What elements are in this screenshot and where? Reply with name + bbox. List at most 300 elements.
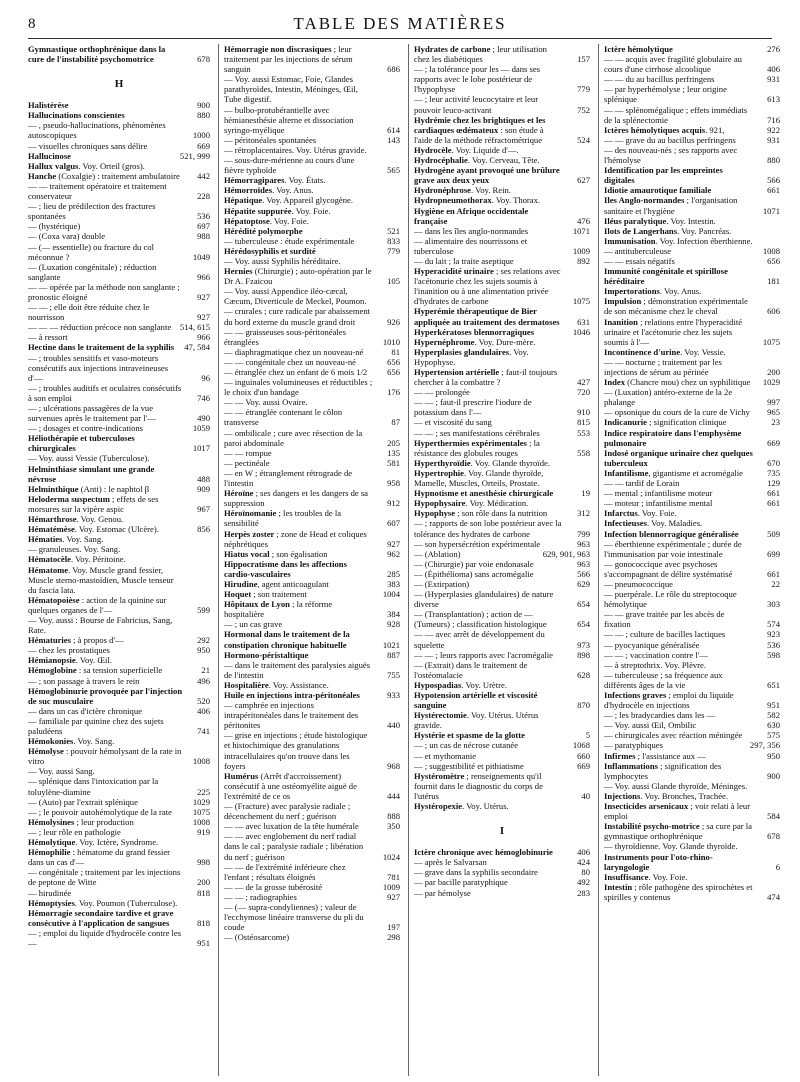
index-entry [28, 807, 210, 817]
entry-text: — ; rapports de son lobe postérieur avec la tolérance des hydrates de carbone [414, 518, 562, 539]
entry-text: Hectine dans le traitement de la syphilis [28, 342, 175, 353]
index-entry [414, 518, 590, 538]
entry-text: Hépatique. Voy. Appareil glycogène. [224, 195, 353, 206]
entry-page: 923 [767, 629, 780, 640]
index-entry [604, 559, 780, 579]
entry-text: — (— supra-condyliennes) ; valeur de l'ecchymose linéaire transverse du pli du coude [224, 901, 364, 933]
entry-text: Hippocratisme dans les affections cardio-vasculaires [224, 558, 347, 579]
index-entry [604, 195, 780, 215]
entry-text: Hémoglobine : sa tension superficielle [28, 665, 163, 676]
entry-text: — — — réduction précoce non sanglante [28, 322, 172, 333]
entry-text: — pectinéale [224, 457, 270, 468]
entry-text: Hormono-péristaltique [224, 649, 309, 660]
entry-text: — (Chirurgie) par voie endonasale [414, 558, 534, 569]
entry-text: — son hypersécrétion expérimentale [414, 538, 541, 549]
entry-page: 6 [775, 861, 780, 872]
entry-page: 406 [767, 64, 780, 75]
entry-text: Infirmes ; l'assistance aux — [604, 750, 706, 761]
index-entry [414, 857, 590, 867]
index-entry [224, 508, 400, 528]
index-entry [224, 629, 400, 649]
index-entry [604, 347, 780, 357]
entry-text: — (Épithélioma) sans acromégalie [414, 568, 534, 579]
entry-page: 285 [387, 568, 400, 579]
entry-text: Identification par les empreintes digitales [604, 165, 723, 186]
index-entry [414, 155, 590, 165]
entry-text: — — opérée par la méthode non sanglante ; pronostic éloigné [28, 281, 180, 302]
index-entry [28, 302, 210, 322]
entry-page: 81 [391, 346, 400, 357]
index-entry [28, 262, 210, 282]
entry-text: Ictère chronique avec hémoglobinurie [414, 847, 553, 858]
index-entry [28, 888, 210, 898]
entry-text: — ; un cas de nécrose cutanée [414, 740, 519, 751]
entry-page: 607 [387, 518, 400, 529]
entry-page: 697 [197, 221, 210, 232]
entry-text: — tuberculeuse ; sa fréquence aux différents âges de la vie [604, 669, 723, 690]
entry-text: Incontinence d'urine. Voy. Vessie. [604, 346, 726, 357]
index-entry [604, 145, 780, 165]
entry-page: 927 [197, 291, 210, 302]
entry-text: — ; suggestibilité et pithiatisme [414, 760, 524, 771]
section-letter: I [499, 825, 505, 838]
entry-page: 630 [767, 720, 780, 731]
entry-text: — splénique dans l'intoxication par la toluylène-diamine [28, 776, 159, 797]
index-entry [604, 710, 780, 720]
index-entry [224, 105, 400, 135]
index-entry [604, 44, 780, 54]
entry-page: 651 [767, 679, 780, 690]
entry-text: Inanition ; relations entre l'hyperacidité urinaire et l'acétonurie chez les sujets soumis à l'— [604, 316, 743, 347]
index-entry [224, 236, 400, 246]
entry-page: 536 [767, 639, 780, 650]
index-entry [224, 216, 400, 226]
index-entry [604, 125, 780, 135]
entry-text: — ; un cas grave [224, 619, 283, 630]
entry-text: Index (Chancre mou) chez un syphilitique [604, 377, 751, 388]
entry-text: Hémoglobinurie provoquée par l'injection de suc musculaire [28, 685, 183, 706]
entry-page: 1017 [192, 443, 210, 454]
entry-page: 197 [387, 922, 400, 933]
entry-text: Humérus (Arrêt d'accroissement) consécutif à une ostéomyélite aiguë de l'extrémité de ce os [224, 770, 357, 801]
index-entry [604, 377, 780, 387]
index-entry [604, 640, 780, 650]
index-entry [28, 100, 210, 110]
index-entry [414, 559, 590, 569]
entry-text: — et viscosité du sang [414, 417, 492, 428]
entry-text: — chez les prostatiques [28, 645, 110, 656]
entry-page: 900 [767, 770, 780, 781]
index-column-3 [408, 44, 590, 1076]
index-entry [604, 740, 780, 750]
entry-text: — après le Salvarsan [414, 857, 487, 868]
index-entry [604, 448, 780, 468]
entry-page: 931 [767, 74, 780, 85]
entry-text: — Voy. aussi : Bourse de Fabricius, Sang, Rate. [28, 614, 173, 636]
index-entry [28, 766, 210, 776]
index-entry [28, 151, 210, 161]
entry-text: Hépatite suppurée. Voy. Foie. [224, 205, 331, 216]
index-entry [414, 64, 590, 94]
entry-text: Hirudine, agent anticoagulant [224, 578, 329, 589]
index-entry [604, 670, 780, 690]
entry-text: — — ; faut-il prescrire l'iodure de potassium dans l'— [414, 397, 532, 418]
entry-text: Instabilité psycho-motrice ; sa cure par la gymnastique orthophrénique [604, 821, 752, 842]
entry-text: Hallucinations conscientes [28, 110, 125, 121]
index-entry [604, 488, 780, 498]
entry-page: 129 [767, 478, 780, 489]
entry-text: — — rompue [224, 447, 272, 458]
index-entry [224, 529, 400, 549]
entry-page: 922 [767, 124, 780, 135]
entry-page: 629 [577, 578, 590, 589]
entry-text: — dans le traitement des paralysies aiguës de l'intestin [224, 659, 371, 680]
index-entry [414, 195, 590, 205]
entry-page: 779 [577, 84, 590, 95]
entry-page: 741 [197, 726, 210, 736]
entry-page: 973 [577, 639, 590, 650]
index-entry [28, 161, 210, 171]
index-entry [28, 181, 210, 201]
entry-text: — Voy. aussi Estomac, Foie, Glandes parathyroïdes, Intestin, Méninges, Œil, Tube digestif. [224, 74, 358, 105]
entry-page: 476 [577, 215, 590, 226]
entry-text: — alimentaire des nourrissons et tuberculose [414, 235, 528, 256]
entry-text: — ; ulcérations passagères de la vue survenues après le traitement par l'— [28, 403, 156, 424]
entry-text: — — traitement opératoire et traitement conservateur [28, 180, 167, 202]
entry-text: — — Voy. aussi Ovaire. [224, 397, 308, 408]
index-entry [224, 902, 400, 932]
index-entry [604, 266, 780, 286]
index-entry [414, 458, 590, 468]
entry-text: — grise en injections ; étude histologique et histochimique des granulations intracellulaires qu'on trouve dans les foyers [224, 730, 368, 771]
entry-page: 492 [577, 877, 590, 888]
entry-text: Hydronéphrose. Voy. Rein. [414, 185, 511, 196]
entry-page: 87 [391, 417, 400, 428]
entry-text: Infectieuses. Voy. Maladies. [604, 518, 703, 529]
entry-page: 627 [577, 175, 590, 186]
entry-page: 406 [197, 705, 210, 716]
index-entry [224, 559, 400, 579]
entry-page: 613 [767, 94, 780, 105]
entry-text: Hématies. Voy. Sang. [28, 534, 104, 545]
index-entry [604, 135, 780, 145]
index-entry [414, 337, 590, 347]
entry-text: — — du au bacillus perfringens [604, 74, 715, 85]
index-entry [28, 534, 210, 544]
entry-page: 1008 [192, 756, 210, 767]
index-entry [414, 44, 590, 64]
entry-page: 1049 [192, 251, 210, 262]
entry-text: — (Transplantation) ; action de — (Tumeurs) ; classification histologique [414, 609, 547, 630]
entry-text: — Voy. aussi Sang. [28, 766, 95, 777]
entry-text: — — congénitale chez un nouveau-né [224, 356, 356, 367]
index-entry [224, 730, 400, 770]
entry-text: Helminthiase simulant une grande névrose [28, 463, 155, 484]
entry-text: — , pseudo-hallucinations, phénomènes autoscopiques [28, 120, 166, 141]
index-entry [28, 231, 210, 241]
entry-text: — — avec englobement du nerf radial dans le cal ; paralysie radiale ; libération du nerf ; guérison [224, 831, 364, 862]
index-entry [28, 928, 210, 948]
entry-page: 670 [767, 457, 780, 468]
entry-text: — ; les bradycardies dans les — [604, 710, 716, 721]
entry-page: 582 [767, 710, 780, 721]
index-entry [604, 317, 780, 347]
index-entry [414, 185, 590, 195]
index-entry [28, 898, 210, 908]
entry-text: Hypernéphrome. Voy. Dure-mère. [414, 336, 536, 347]
index-entry [28, 615, 210, 635]
entry-page: 720 [577, 387, 590, 398]
entry-page: 205 [387, 437, 400, 448]
entry-page: 818 [197, 887, 210, 898]
index-entry [224, 619, 400, 629]
entry-page: 1008 [762, 245, 780, 256]
entry-page: 1059 [192, 423, 210, 434]
index-entry [414, 877, 590, 887]
index-entry [604, 629, 780, 639]
entry-text: Hydrocéphalie. Voy. Cerveau, Tête. [414, 155, 540, 166]
index-entry [224, 306, 400, 326]
index-entry [224, 286, 400, 306]
entry-page: 660 [577, 750, 590, 761]
index-entry [604, 518, 780, 528]
entry-text: Indicanurie ; signification clinique [604, 417, 727, 428]
entry-text: — éberthienne expérimentale ; durée de l'immunisation par voie intestinale [604, 538, 742, 559]
entry-text: Iles Anglo-normandes ; l'organisation sanitaire et l'hygiène [604, 195, 738, 216]
index-entry [414, 710, 590, 730]
entry-page: 880 [197, 110, 210, 121]
index-column-1 [28, 44, 210, 1076]
index-entry [28, 383, 210, 403]
entry-page: 384 [387, 609, 400, 620]
index-entry [414, 468, 590, 488]
entry-page: 298 [387, 932, 400, 943]
index-entry [604, 286, 780, 296]
entry-page: 22 [771, 578, 780, 589]
entry-text: — antituberculeuse [604, 245, 672, 256]
index-entry [28, 827, 210, 837]
index-entry [224, 680, 400, 690]
index-entry [604, 468, 780, 478]
entry-text: — ; troubles sensitifs et vaso-moteurs consécutifs aux injections intraveineuses d'— [28, 352, 169, 383]
index-entry [224, 407, 400, 427]
entry-text: Hyperémie thérapeutique de Bier appliquée au traitement des dermatoses [414, 306, 560, 327]
entry-page: 686 [387, 64, 400, 75]
entry-text: — ; troubles auditifs et oculaires consécutifs à son emploi [28, 382, 182, 403]
entry-text: — ; la tolérance pour les — dans ses rapports avec le lobe postérieur de l'hypophyse [414, 64, 541, 95]
entry-text: — étranglée chez un enfant de 6 mois 1/2 [224, 367, 368, 377]
index-entry [414, 508, 590, 518]
index-entry [414, 549, 590, 559]
entry-text: Insecticides arsenicaux ; voir relati à leur emploi [604, 801, 751, 822]
index-entry [28, 716, 210, 736]
entry-page: 678 [767, 831, 780, 842]
entry-text: — ombilicale ; cure avec résection de la paroi abdominale [224, 427, 363, 448]
entry-page: 276 [767, 44, 780, 54]
entry-page: 799 [577, 528, 590, 539]
entry-page: 927 [387, 538, 400, 549]
entry-page: 509 [767, 528, 780, 539]
index-entry [224, 195, 400, 205]
index-entry [224, 801, 400, 821]
entry-page: 157 [577, 54, 590, 65]
index-entry [604, 539, 780, 559]
index-entry [224, 821, 400, 831]
entry-page: 292 [197, 635, 210, 646]
index-entry [414, 867, 590, 877]
entry-text: — — de l'extrémité inférieure chez l'enfant ; résultats éloignés [224, 861, 346, 882]
entry-text: Hémoptysies. Voy. Poumon (Tuberculose). [28, 897, 178, 908]
index-entry [604, 236, 780, 246]
entry-text: — péritonéales spontanées [224, 134, 317, 145]
entry-page: 427 [577, 377, 590, 388]
index-entry [28, 797, 210, 807]
entry-page: 951 [767, 700, 780, 711]
entry-text: Hoquet ; son traitement [224, 589, 307, 600]
entry-text: Infection blennorragique généralisée [604, 528, 739, 539]
entry-text: Impertorations. Voy. Anus. [604, 286, 702, 297]
entry-text: Hémianopsie. Voy. Œil. [28, 655, 112, 666]
index-entry [414, 740, 590, 750]
index-entry [28, 120, 210, 140]
entry-text: — (Luxation congénitale) ; réduction sanglante [28, 261, 157, 282]
entry-text: Hérédosyphilis et surdité [224, 245, 316, 256]
index-entry [414, 226, 590, 236]
index-entry [224, 458, 400, 468]
entry-text: — (Ablation) [414, 548, 461, 559]
entry-text: Ilots de Langerhans. Voy. Pancréas. [604, 225, 732, 236]
entry-page: 143 [387, 134, 400, 145]
entry-text: — (Hyperplasies glandulaires) de nature diverse [414, 589, 554, 610]
entry-text: Hernies (Chirurgie) ; auto-opération par le Dr A. Fzaicou [224, 266, 372, 287]
entry-page: 406 [577, 847, 590, 858]
entry-text: — congénitale ; traitement par les injections de peptone de Witte [28, 867, 181, 888]
entry-page: 654 [577, 599, 590, 610]
entry-page: 520 [197, 695, 210, 706]
entry-page: 928 [387, 619, 400, 630]
entry-page: 1009 [382, 881, 400, 892]
index-entry [224, 932, 400, 942]
index-entry [604, 821, 780, 841]
entry-text: Heloderma suspectum ; effets de ses morsures sur la vipère aspic [28, 493, 159, 514]
index-entry [28, 464, 210, 484]
entry-page: 1075 [192, 806, 210, 817]
entry-text: Hépatoptose. Voy. Foie. [224, 215, 309, 226]
entry-text: — (Fracture) avec paralysie radiale ; décenchement du nerf ; guérison [224, 801, 351, 822]
entry-text: — — avec luxation de la tête humérale [224, 821, 359, 832]
index-entry [604, 720, 780, 730]
entry-page: 200 [197, 877, 210, 888]
entry-text: — et mythomanie [414, 750, 477, 761]
index-entry [224, 468, 400, 488]
index-entry [414, 801, 590, 811]
index-entry [224, 488, 400, 508]
index-entry [28, 141, 210, 151]
entry-page: 488 [197, 473, 210, 484]
entry-text: Héliothérapie et tuberculoses chirurgicales [28, 433, 135, 454]
entry-page: 303 [767, 599, 780, 610]
entry-page: 1004 [382, 589, 400, 600]
entry-page: 1075 [762, 336, 780, 347]
index-entry [224, 175, 400, 185]
entry-text: — par bacille paratyphique [414, 877, 508, 888]
entry-text: Hypophysaire. Voy. Médication. [414, 498, 529, 509]
entry-page: 669 [197, 140, 210, 151]
entry-text: — ; le pouvoir autohémolytique de la rate [28, 806, 172, 817]
entry-text: — — splénomégalique ; effets immédiats de la splénectomie [604, 104, 748, 125]
index-entry [604, 761, 780, 781]
entry-text: — pneumococcique [604, 578, 673, 589]
entry-text: Hormonal dans le traitement de la constipation chronique habituelle [224, 629, 350, 650]
index-entry [224, 831, 400, 861]
index-entry [604, 407, 780, 417]
entry-text: — hirudinée [28, 887, 72, 898]
entry-page: 965 [767, 407, 780, 418]
entry-page: 631 [577, 316, 590, 327]
entry-text: Hypotension artérielle et viscosité sanguine [414, 690, 538, 711]
index-entry [224, 74, 400, 104]
index-entry [28, 565, 210, 595]
entry-page: 514, 615 [179, 322, 210, 333]
entry-text: Hydrémie chez les brightiques et les cardiaques œdémateux : son étude à l'aide de la méthode réfractométrique [414, 114, 546, 145]
entry-page: 200 [767, 367, 780, 377]
index-entry [28, 595, 210, 615]
entry-page: 880 [767, 155, 780, 166]
index-entry [28, 776, 210, 796]
entry-page: 521, 999 [179, 150, 210, 161]
entry-page: 628 [577, 669, 590, 680]
index-entry [414, 165, 590, 185]
entry-page: 656 [387, 367, 400, 377]
entry-page: 225 [197, 786, 210, 797]
index-entry [414, 847, 590, 857]
index-entry [414, 488, 590, 498]
index-entry [224, 700, 400, 730]
entry-page: 350 [387, 821, 400, 832]
entry-text: — familiale par quinine chez des sujets paludéens [28, 715, 164, 736]
entry-page: 779 [387, 245, 400, 256]
entry-page: 228 [197, 191, 210, 202]
entry-text: Hématome. Voy. Muscle grand fessier, Muscle sterno-mastoïdien, Muscle tenseur du fascia lata. [28, 564, 174, 595]
entry-page: 735 [767, 467, 780, 478]
entry-text: — granuleuses. Voy. Sang. [28, 544, 121, 555]
entry-text: — grave dans la syphilis secondaire [414, 867, 538, 878]
entry-text: Infections graves ; emploi du liquide d'hydrocèle en injections [604, 690, 734, 711]
entry-text: Hypophyse ; son rôle dans la nutrition [414, 508, 548, 519]
entry-text: Hystérie et spasme de la glotte [414, 730, 525, 741]
index-entry [604, 54, 780, 74]
index-entry [414, 115, 590, 145]
entry-page: 1000 [192, 130, 210, 141]
entry-text: Injections. Voy. Bronches, Trachée. [604, 790, 728, 801]
entry-text: Idiotie amaurotique familiale [604, 185, 712, 196]
entry-page: 818 [197, 917, 210, 928]
index-entry [224, 397, 400, 407]
entry-text: Hanche (Coxalgie) : traitement ambulatoire [28, 170, 180, 181]
entry-text: Hypertrophie. Voy. Glande thyroïde, Mamelle, Muscles, Orteils, Prostate. [414, 467, 544, 489]
entry-page: 598 [767, 649, 780, 660]
index-entry [28, 908, 210, 928]
entry-page: 135 [387, 447, 400, 458]
index-entry [224, 579, 400, 589]
index-entry [604, 589, 780, 609]
entry-page: 963 [577, 558, 590, 569]
entry-page: 599 [197, 604, 210, 615]
index-entry [28, 494, 210, 514]
index-entry [604, 660, 780, 670]
entry-page: 444 [387, 790, 400, 801]
entry-text: Hallux valgus. Voy. Orteil (gros). [28, 160, 145, 171]
